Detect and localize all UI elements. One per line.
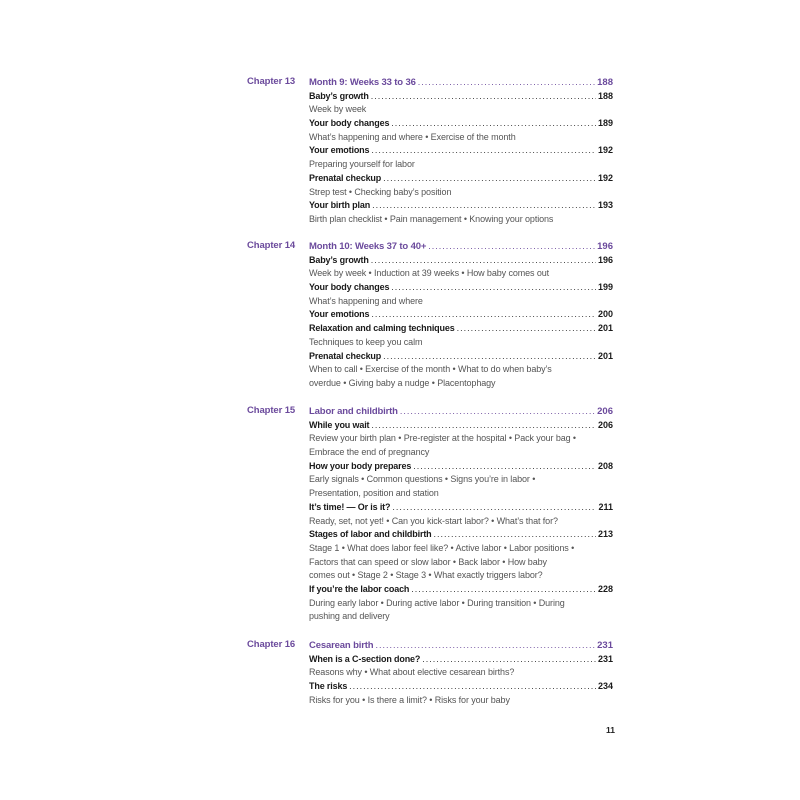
entry-subtopics: When to call • Exercise of the month • What to do when baby’s xyxy=(309,364,552,375)
chapter-title-row[interactable] xyxy=(309,240,613,254)
page-ref: 188 xyxy=(597,77,613,88)
page-ref: 208 xyxy=(597,460,613,471)
chapter-title: Month 9: Weeks 33 to 36 xyxy=(309,77,416,88)
chapter-entries xyxy=(309,405,613,624)
entry-title: While you wait xyxy=(309,419,370,430)
leader-dots xyxy=(371,254,596,268)
page-ref: 201 xyxy=(597,323,613,334)
chapter-entries xyxy=(309,76,613,227)
page-ref: 231 xyxy=(597,653,613,664)
toc-entry[interactable] xyxy=(309,199,613,213)
page-ref: 213 xyxy=(597,529,613,540)
chapter-entries xyxy=(309,639,613,707)
entry-title: Prenatal checkup xyxy=(309,172,382,183)
page-ref: 199 xyxy=(597,282,613,293)
toc-entry[interactable] xyxy=(309,117,613,131)
page-ref: 196 xyxy=(597,241,613,252)
toc-entry[interactable] xyxy=(309,680,613,694)
leader-dots xyxy=(383,350,596,364)
chapter-title: Month 10: Weeks 37 to 40+ xyxy=(309,241,427,252)
chapter-entries xyxy=(309,240,613,391)
chapter-title: Cesarean birth xyxy=(309,640,374,651)
entry-subtopics: Presentation, position and station xyxy=(309,488,439,499)
leader-dots xyxy=(428,240,595,254)
entry-title: If you’re the labor coach xyxy=(309,584,410,595)
leader-dots xyxy=(392,501,596,515)
chapter-title-row[interactable] xyxy=(309,405,613,419)
toc-entry[interactable] xyxy=(309,322,613,336)
page-ref: 192 xyxy=(597,172,613,183)
page-ref: 231 xyxy=(597,640,613,651)
entry-title: Your emotions xyxy=(309,309,370,320)
entry-subtopics: comes out • Stage 2 • Stage 3 • What exactly triggers labor? xyxy=(309,570,543,581)
leader-dots xyxy=(371,144,596,158)
page-number: 11 xyxy=(606,725,615,735)
leader-dots xyxy=(413,460,596,474)
entry-subtopics: Review your birth plan • Pre-register at the hospital • Pack your bag • xyxy=(309,433,576,444)
entry-subtopics: Ready, set, not yet! • Can you kick-start labor? • What’s that for? xyxy=(309,515,558,526)
page-ref: 189 xyxy=(597,118,613,129)
chapter-title-row[interactable] xyxy=(309,76,613,90)
page-ref: 196 xyxy=(597,254,613,265)
leader-dots xyxy=(383,172,596,186)
toc-entry[interactable] xyxy=(309,653,613,667)
leader-dots xyxy=(391,281,596,295)
entry-subtopics: During early labor • During active labor • During transition • During xyxy=(309,597,565,608)
leader-dots xyxy=(391,117,596,131)
page-ref: 192 xyxy=(597,145,613,156)
entry-title: Relaxation and calming techniques xyxy=(309,323,455,334)
leader-dots xyxy=(372,199,596,213)
toc-entry[interactable] xyxy=(309,144,613,158)
entry-subtopics: Preparing yourself for labor xyxy=(309,159,415,170)
toc-entry[interactable] xyxy=(309,172,613,186)
leader-dots xyxy=(418,76,595,90)
leader-dots xyxy=(422,653,596,667)
entry-subtopics: Early signals • Common questions • Signs you’re in labor • xyxy=(309,474,536,485)
toc-entry[interactable] xyxy=(309,350,613,364)
entry-title: How your body prepares xyxy=(309,460,412,471)
entry-subtopics: Techniques to keep you calm xyxy=(309,336,423,347)
page-ref: 193 xyxy=(597,200,613,211)
chapter-title: Labor and childbirth xyxy=(309,406,398,417)
leader-dots xyxy=(349,680,596,694)
chapter-title-row[interactable] xyxy=(309,639,613,653)
page-ref: 234 xyxy=(597,681,613,692)
leader-dots xyxy=(375,639,595,653)
entry-subtopics: overdue • Giving baby a nudge • Placentophagy xyxy=(309,377,496,388)
toc-entry[interactable] xyxy=(309,501,613,515)
entry-subtopics: Risks for you • Is there a limit? • Risks for your baby xyxy=(309,694,510,705)
entry-subtopics: Birth plan checklist • Pain management • Knowing your options xyxy=(309,213,554,224)
entry-subtopics: Embrace the end of pregnancy xyxy=(309,447,430,458)
entry-subtopics: Factors that can speed or slow labor • Back labor • How baby xyxy=(309,556,547,567)
toc-entry[interactable] xyxy=(309,528,613,542)
entry-subtopics: Week by week • Induction at 39 weeks • How baby comes out xyxy=(309,268,550,279)
toc-entry[interactable] xyxy=(309,254,613,268)
entry-subtopics: pushing and delivery xyxy=(309,611,390,622)
leader-dots xyxy=(371,90,596,104)
toc-entry[interactable] xyxy=(309,281,613,295)
page-ref: 206 xyxy=(597,406,613,417)
entry-title: Baby’s growth xyxy=(309,254,369,265)
toc-entry[interactable] xyxy=(309,460,613,474)
leader-dots xyxy=(371,308,596,322)
entry-title: When is a C-section done? xyxy=(309,653,421,664)
entry-title: Your body changes xyxy=(309,118,390,129)
page-ref: 206 xyxy=(597,419,613,430)
entry-subtopics: Reasons why • What about elective cesarean births? xyxy=(309,667,515,678)
entry-title: Your emotions xyxy=(309,145,370,156)
leader-dots xyxy=(371,419,596,433)
entry-title: Your body changes xyxy=(309,282,390,293)
page-ref: 228 xyxy=(597,584,613,595)
chapter-label: Chapter 15 xyxy=(247,405,296,416)
entry-subtopics: What’s happening and where • Exercise of the month xyxy=(309,131,516,142)
entry-title: Your birth plan xyxy=(309,200,371,211)
entry-subtopics: Stage 1 • What does labor feel like? • Active labor • Labor positions • xyxy=(309,542,575,553)
leader-dots xyxy=(411,583,596,597)
page-ref: 201 xyxy=(597,350,613,361)
leader-dots xyxy=(400,405,595,419)
toc-entry[interactable] xyxy=(309,583,613,597)
page-ref: 211 xyxy=(598,501,613,512)
page-ref: 188 xyxy=(597,90,613,101)
page-ref: 200 xyxy=(597,309,613,320)
chapter-label: Chapter 14 xyxy=(247,240,296,251)
entry-title: The risks xyxy=(309,681,348,692)
leader-dots xyxy=(434,528,596,542)
toc-entry[interactable] xyxy=(309,90,613,104)
toc-entry[interactable] xyxy=(309,419,613,433)
entry-subtopics: Strep test • Checking baby’s position xyxy=(309,186,452,197)
leader-dots xyxy=(457,322,596,336)
toc-entry[interactable] xyxy=(309,308,613,322)
chapter-label: Chapter 13 xyxy=(247,76,296,87)
entry-title: Baby’s growth xyxy=(309,90,369,101)
entry-subtopics: What’s happening and where xyxy=(309,295,423,306)
chapter-label: Chapter 16 xyxy=(247,639,296,650)
entry-title: Prenatal checkup xyxy=(309,350,382,361)
entry-subtopics: Week by week xyxy=(309,104,367,115)
entry-title: Stages of labor and childbirth xyxy=(309,529,432,540)
entry-title: It’s time! — Or is it? xyxy=(309,501,391,512)
